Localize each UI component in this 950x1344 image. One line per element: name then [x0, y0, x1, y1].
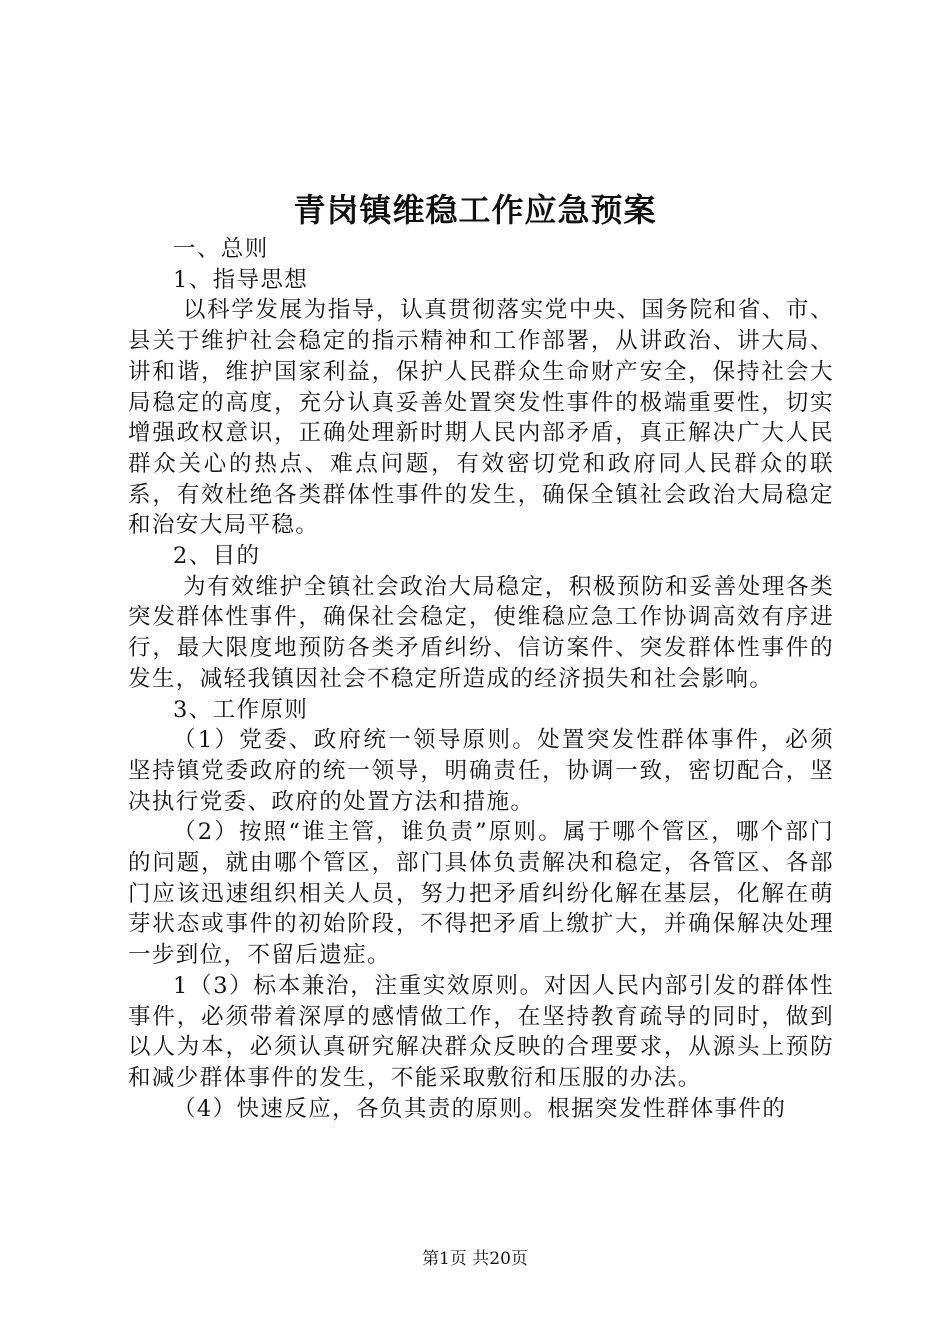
paragraph-principle: 1（3）标本兼治，注重实效原则。对因人民内部引发的群体性事件，必须带着深厚的感情做工作，在坚持教育疏导的同时，做到以人为本，必须认真研究解决群众反映的合理要求，从源头上预防和减少群体事件的发生，不能采取敷衍和压服的办法。: [128, 972, 834, 1091]
paragraph-purpose: 为有效维护全镇社会政治大局稳定，积极预防和妥善处理各类突发群体性事件，确保社会稳定，使维稳应急工作协调高效有序进行，最大限度地预防各类矛盾纠纷、信访案件、突发群体性事件的发生，减轻我镇因社会不稳定所造成的经济损失和社会影响。: [128, 573, 834, 692]
paragraph-principle: （2）按照“谁主管，谁负责”原则。属于哪个管区，哪个部门的问题，就由哪个管区，部门具体负责解决和稳定，各管区、各部门应该迅速组织相关人员，努力把矛盾纠纷化解在基层，化解在萌芽状态或事件的初始阶段，不得把矛盾上缴扩大，并确保解决处理一步到位，不留后遗症。: [128, 819, 834, 969]
paragraph-guiding-ideology: 以科学发展为指导，认真贯彻落实党中央、国务院和省、市、县关于维护社会稳定的指示精神和工作部署，从讲政治、讲大局、讲和谐，维护国家利益，保护人民群众生命财产安全，保持社会大局稳定的高度，充分认真妥善处置突发性事件的极端重要性，切实增强政权意识，正确处理新时期人民内部矛盾，真正解决广大人民群众关心的热点、难点问题，有效密切党和政府同人民群众的联系，有效杜绝各类群体性事件的发生，确保全镇社会政治大局稳定和治安大局平稳。: [128, 297, 834, 539]
paragraph-principle: （1）党委、政府统一领导原则。处置突发性群体事件，必须坚持镇党委政府的统一领导，明确责任，协调一致，密切配合，坚决执行党委、政府的处置方法和措施。: [128, 727, 834, 815]
subsection-heading: 1、指导思想: [173, 266, 309, 293]
page-number: 第1页 共20页: [422, 1249, 528, 1269]
subsection-heading: 3、工作原则: [173, 696, 309, 723]
subsection-heading: 2、目的: [173, 543, 261, 570]
document-title: 青岗镇维稳工作应急预案: [293, 191, 657, 229]
document-body: [128, 234, 834, 1124]
paragraph-principle: （4）快速反应，各负其责的原则。根据突发性群体事件的: [173, 1095, 787, 1122]
section-heading: 一、总则: [173, 236, 269, 262]
